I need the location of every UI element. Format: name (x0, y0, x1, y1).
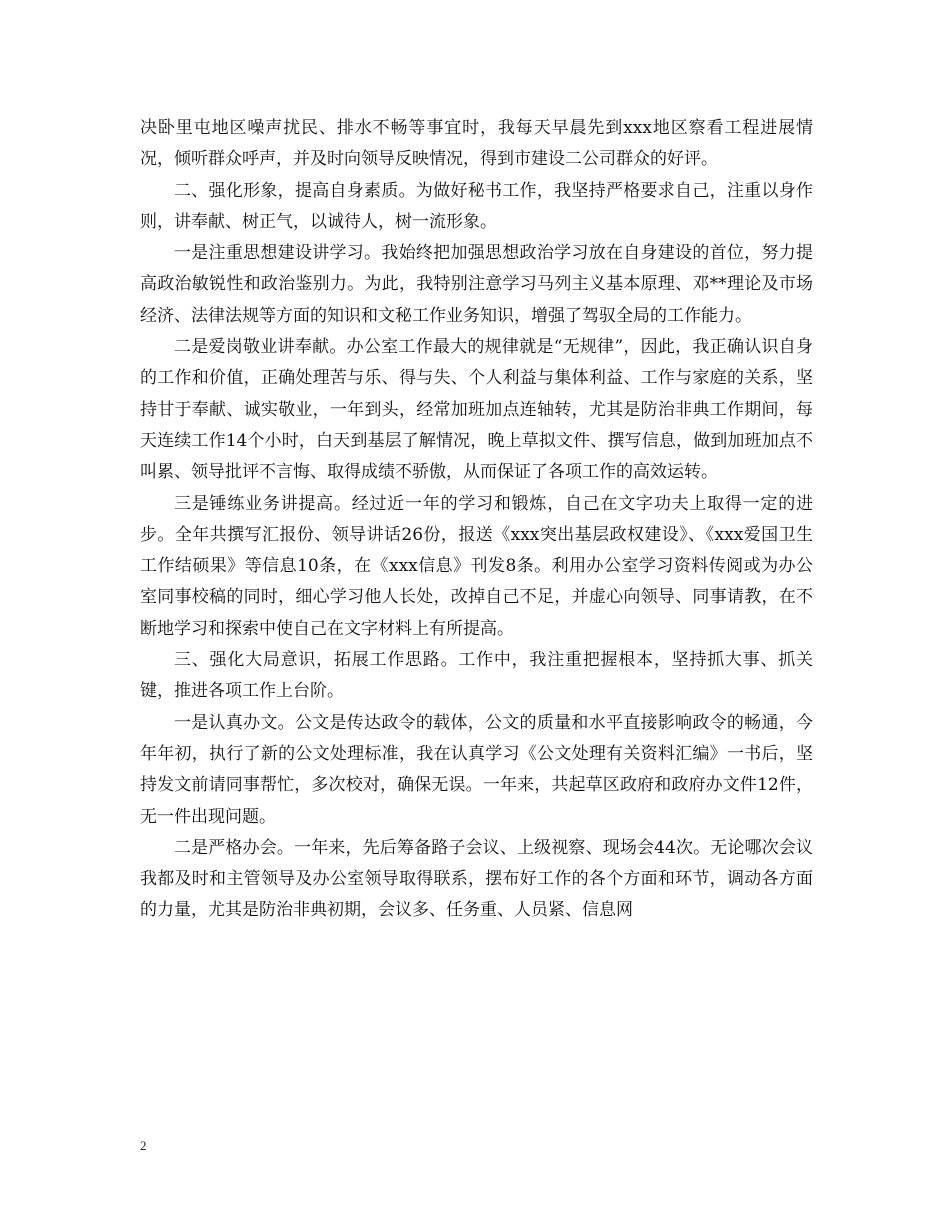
paragraph-study: 一是注重思想建设讲学习。我始终把加强思想政治学习放在自身建设的首位，努力提高政治敏锐性和政治鉴别力。为此，我特别注意学习马列主义基本原理、邓**理论及市场经济、法律法规等方面的知识和文秘工作业务知识，增强了驾驭全局的工作能力。 (140, 243, 813, 326)
paragraph-dedication: 二是爱岗敬业讲奉献。办公室工作最大的规律就是“无规律”，因此，我正确认识自身的工作和价值，正确处理苦与乐、得与失、个人利益与集体利益、工作与家庭的关系，坚持甘于奉献、诚实敬业，一年到头，经常加班加点连轴转，尤其是防治非典工作期间，每天连续工作14个小时，白天到基层了解情况，晚上草拟文件、撰写信息，做到加班加点不叫累、领导批评不言悔、取得成绩不骄傲，从而保证了各项工作的高效运转。 (140, 337, 813, 483)
paragraph-section-3-heading: 三、强化大局意识，拓展工作思路。工作中，我注重把握根本，坚持抓大事、抓关键，推进各项工作上台阶。 (140, 650, 813, 702)
page-number: 2 (140, 1138, 147, 1153)
body-text (140, 113, 813, 927)
paragraph-documents: 一是认真办文。公文是传达政令的载体，公文的质量和水平直接影响政令的畅通，今年年初，执行了新的公文处理标准，我在认真学习《公文处理有关资料汇编》一书后，坚持发文前请同事帮忙，多次校对，确保无误。一年来，共起草区政府和政府办文件12件，无一件出现问题。 (140, 712, 813, 827)
paragraph-meetings: 二是严格办会。一年来，先后筹备路子会议、上级视察、现场会44次。无论哪次会议我都及时和主管领导及办公室领导取得联系，摆布好工作的各个方面和环节，调动各方面的力量，尤其是防治非典初期，会议多、任务重、人员紧、信息网 (140, 837, 813, 921)
paragraph-continuation: 决卧里屯地区噪声扰民、排水不畅等事宜时，我每天早晨先到xxx地区察看工程进展情况，倾听群众呼声，并及时向领导反映情况，得到市建设二公司群众的好评。 (140, 118, 813, 170)
paragraph-section-2-heading: 二、强化形象，提高自身素质。为做好秘书工作，我坚持严格要求自己，注重以身作则，讲奉献、树正气，以诚待人，树一流形象。 (140, 180, 813, 232)
paragraph-skills: 三是锤练业务讲提高。经过近一年的学习和锻炼，自己在文字功夫上取得一定的进步。全年共撰写汇报份、领导讲话26份，报送《xxx突出基层政权建设》、《xxx爱国卫生工作结硕果》等信息10条，在《xxx信息》刊发8条。利用办公室学习资料传阅或为办公室同事校稿的同时，细心学习他人长处，改掉自己不足，并虚心向领导、同事请教，在不断地学习和探索中使自己在文字材料上有所提高。 (140, 493, 813, 639)
